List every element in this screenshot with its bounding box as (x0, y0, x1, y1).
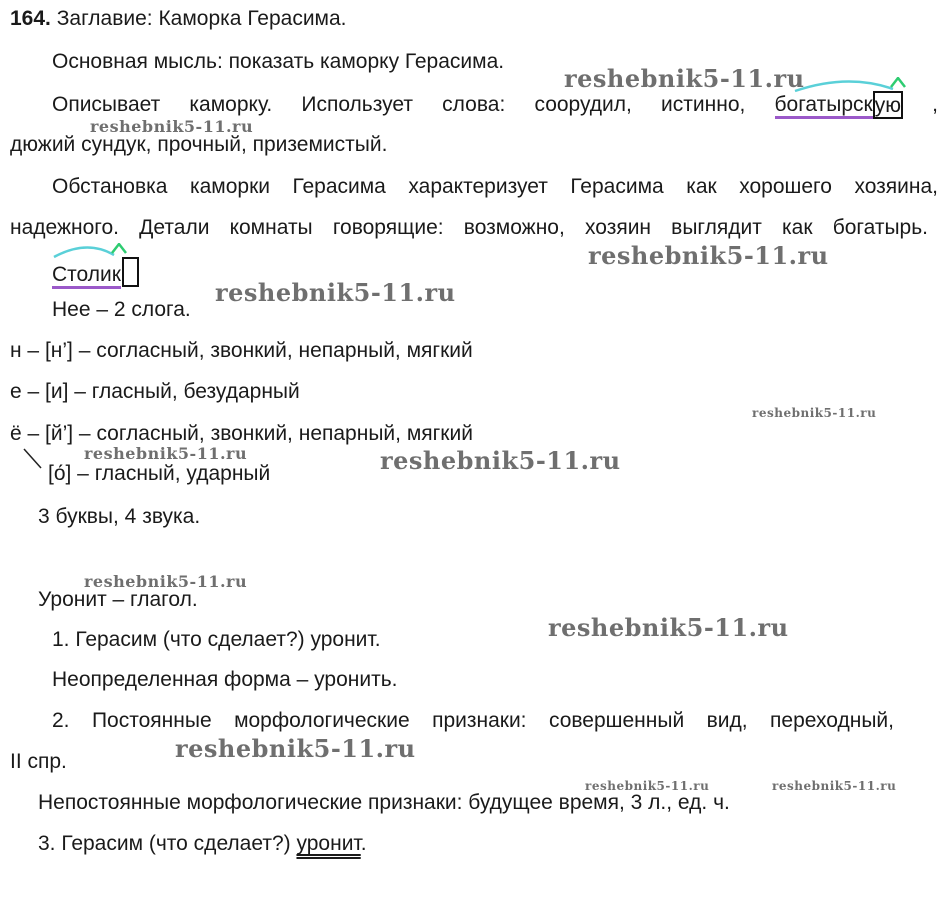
comma: , (932, 93, 938, 116)
watermark: reshebnik5-11.ru (84, 572, 248, 591)
main-idea: Основная мысль: показать каморку Герасима. (52, 50, 505, 73)
describes-line-1 (52, 91, 938, 119)
root-arc-icon (52, 243, 142, 263)
period: . (360, 832, 367, 855)
watermark: reshebnik5-11.ru (772, 779, 897, 793)
word: истинно, (661, 93, 746, 116)
uronit-heading: Уронит – глагол. (38, 588, 198, 611)
predicate-underlined: уронит (296, 832, 361, 855)
stolik-root: Столик (52, 263, 121, 289)
morph-3-text: 3. Герасим (что сделает?) (38, 832, 297, 855)
watermark: reshebnik5-11.ru (588, 241, 829, 270)
setting-line-2: надежного. Детали комнаты говорящие: возможно, хозяин выглядит как богатырь. (10, 216, 928, 239)
morph-1: 1. Герасим (что сделает?) уронит. (52, 628, 381, 651)
phonetic-2: е – [и] – гласный, безударный (10, 380, 300, 403)
exercise-title (10, 6, 347, 32)
parsed-word-stolik (52, 257, 139, 288)
syllables: Нее – 2 слога. (52, 298, 191, 321)
letters-sounds: 3 буквы, 4 звука. (38, 505, 201, 528)
word: Использует (301, 93, 413, 116)
phonetic-1: н – [н’] – согласный, звонкий, непарный, мягкий (10, 339, 473, 362)
watermark: reshebnik5-11.ru (175, 734, 416, 763)
word: каморку. (189, 93, 273, 116)
parsed-word-bogatyrskuyu (775, 91, 903, 119)
branch-line-icon (20, 446, 46, 472)
watermark: reshebnik5-11.ru (84, 444, 248, 463)
watermark: reshebnik5-11.ru (585, 779, 710, 793)
root-arc-icon (793, 77, 913, 97)
morph-nonconstant: Непостоянные морфологические признаки: будущее время, 3 л., ед. ч. (38, 791, 730, 814)
word: Описывает (52, 93, 161, 116)
watermark: reshebnik5-11.ru (215, 278, 456, 307)
watermark: reshebnik5-11.ru (752, 406, 877, 420)
describes-line-2: дюжий сундук, прочный, приземистый. (10, 133, 388, 156)
word: соорудил, (534, 93, 632, 116)
setting-line-1: Обстановка каморки Герасима характеризует Герасима как хорошего хозяина, (52, 175, 938, 198)
watermark: reshebnik5-11.ru (564, 64, 805, 93)
exercise-number: 164. (10, 7, 51, 30)
stolik-wrap (52, 257, 139, 288)
morph-3 (38, 831, 367, 857)
phonetic-4: [о́] – гласный, ударный (48, 462, 271, 485)
watermark: reshebnik5-11.ru (90, 117, 254, 136)
morph-2-cont: II спр. (10, 750, 67, 773)
exercise-title-text: Заглавие: Каморка Герасима. (56, 7, 347, 30)
word: слова: (442, 93, 506, 116)
morph-infinitive: Неопределенная форма – уронить. (52, 668, 398, 691)
word-ending-box: ую (873, 91, 903, 119)
phonetic-3: ё – [й’] – согласный, звонкий, непарный, мягкий (10, 422, 473, 445)
watermark: reshebnik5-11.ru (380, 446, 621, 475)
morph-2: 2. Постоянные морфологические признаки: совершенный вид, переходный, (52, 709, 894, 732)
word-root-marked: богатырск (775, 93, 873, 119)
watermark: reshebnik5-11.ru (548, 613, 789, 642)
